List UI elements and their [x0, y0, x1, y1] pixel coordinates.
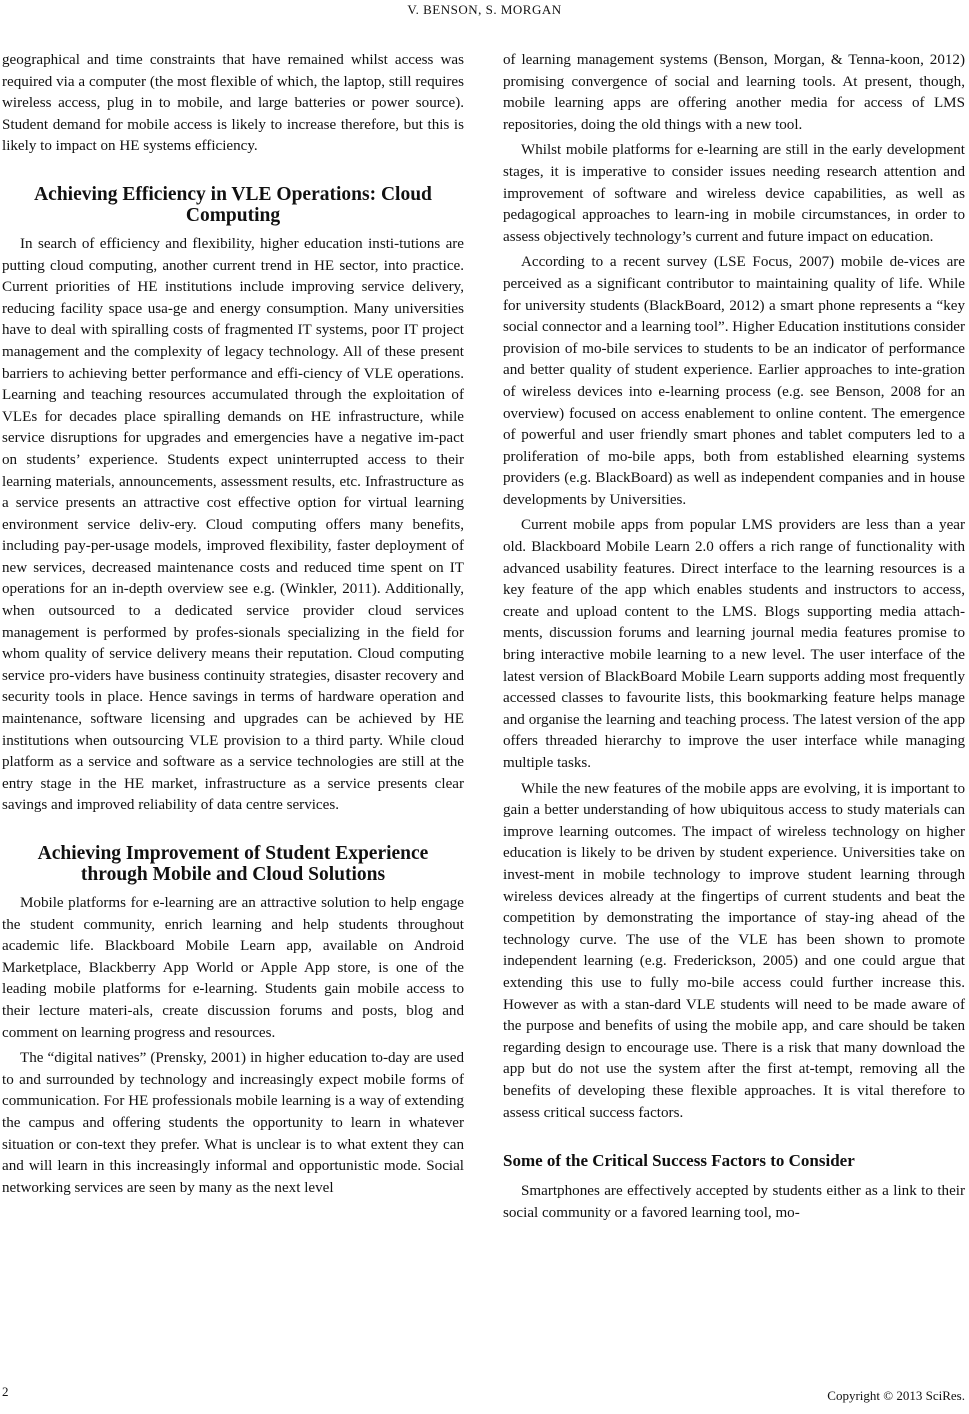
paragraph: geographical and time constraints that have remained whilst access was required via a computer (the most flexible of which, the laptop, still requires wireless access, plug in to mobile, and large batteries or power source). Student demand for mobile access is likely to increase therefore, but this is likely to impact on HE systems efficiency.	[2, 52, 464, 155]
paragraph: of learning management systems (Benson, Morgan, & Tenna-koon, 2012) promising convergence of social and learning tools. At present, though, mobile learning apps are offering another media for access of LMS repositories, doing the old things with a new tool.	[503, 52, 965, 133]
paragraph: Mobile platforms for e-learning are an attractive solution to help engage the student community, enrich learning and help students throughout academic life. Blackboard Mobile Learn app, available on Android Marketplace, Blackberry App World or Apple App store, is one of the leading mobile platforms for e-learning. Students gain mobile access to their lecture materi-als, create discussion forums and posts, blog and comment on learning progress and resources.	[2, 895, 464, 1041]
section-heading: Some of the Critical Success Factors to Consider	[503, 1151, 855, 1171]
paragraph: The “digital natives” (Prensky, 2001) in higher education to-day are used to and surrounded by technology and increasingly expect mobile forms of communication. For HE professionals mobile learning is a way of extending the campus and offering students the opportunity to learn in whatever situation or con-text they prefer. What is unclear is to what extent they can and will learn in this increasingly informal and opportunistic mode. Social networking services are seen by many as the next level	[2, 1050, 464, 1196]
running-head: V. BENSON, S. MORGAN	[407, 2, 562, 17]
page-number: 2	[2, 1384, 9, 1399]
right-column	[503, 50, 965, 1228]
left-column	[2, 50, 464, 1203]
copyright-notice: Copyright © 2013 SciRes.	[827, 1388, 965, 1403]
paragraph: In search of efficiency and flexibility, higher education insti-tutions are putting cloud computing, another current trend in HE sector, into practice. Current priorities of HE institutions include improving service delivery, reducing facility space usa-ge and energy consumption. Many universities have to deal with spiralling costs of fragmented IT systems, poor IT project management and the complexity of legacy technology. All of these present barriers to achieving better performance and effi-ciency of VLE operations. Learning and teaching resources accumulated through the exploitation of VLEs for decades place spiralling demands on HE infrastructure, while service disruptions for upgrades and emergencies have a negative im-pact on students’ experience. Students expect uninterrupted access to their learning materials, announcements, assessment results, etc. Infrastructure as a service presents an attractive cost effective option for virtual learning environment service deliv-ery. Cloud computing offers many benefits, including pay-per-usage models, improved flexibility, faster deployment of new services, decreased maintenance costs and reduced time spent on IT operations for an in-depth overview see e.g. (Winkler, 2011). Additionally, when outsourced to a dedicated service provider cloud services management is performed by profes-sionals specializing in the field for whom quality of service delivery means their reputation. Cloud computing service pro-viders have business continuity strategies, disaster recovery and security tools in place. Hence savings in terms of hardware operation and maintenance, software licensing and upgrades can be achieved by HE institutions when outsourcing VLE provision to a third party. While cloud platform as a service and software as a service technologies are still at the entry stage in the HE market, infrastructure as a service presents clear savings and improved reliability of data centre services.	[2, 235, 464, 814]
paragraph: Current mobile apps from popular LMS providers are less than a year old. Blackboard Mobile Learn 2.0 offers a rich range of functionality with advanced usability features. Direct interface to the learning resources is a key feature of the app which enables students and instructors to access, create and upload content to the LMS. Blogs supporting media attach-ments, discussion forums and learning journal media features promise to bring interactive mobile learning to a new level. The user interface of the latest version of BlackBoard Mobile Learn supports adding most frequently accessed classes to favourite lists, this bookmarking feature helps manage and organise the learning and teaching process. The latest version of the app offers threaded hierarchy to improve the user interface while managing multiple tasks.	[503, 517, 965, 771]
section-heading: Achieving Efficiency in VLE Operations: Cloud Computing	[34, 183, 432, 226]
paragraph: Smartphones are effectively accepted by students either as a link to their social community or a favored learning tool, mo-	[503, 1183, 965, 1221]
section-heading: Achieving Improvement of Student Experience through Mobile and Cloud Solutions	[37, 843, 429, 885]
paragraph: While the new features of the mobile apps are evolving, it is important to gain a better understanding of how ubiquitous access to study materials can improve learning outcomes. The impact of wireless technology on higher education is likely to be driven by student experience. Universities take on invest-ment in mobile technology to improve student learning through wireless devices already at the fingertips of current students and beat the competition by demonstrating the importance of stay-ing ahead of the technology curve. The use of the VLE has been shown to promote independent learning (e.g. Frederickson, 2005) and one could argue that extending this use to fully mo-bile access could further increase this. However as with a stan-dard VLE students will need to be made aware of the purpose and benefits of using the mobile app, and care should be taken regarding design to encourage use. There is a risk that many download the app but do not use the system after the first at-tempt, removing all the benefits of developing these flexible approaches. It is vital therefore to assess critical success factors.	[503, 780, 965, 1121]
paragraph: Whilst mobile platforms for e-learning are still in the early development stages, it is imperative to consider issues needing research attention and improvement of software and wireless device capabilities, as well as pedagogical approaches to learn-ing in mobile circumstances, in order to assess objectively technology’s current and future impact on education.	[503, 142, 965, 245]
paragraph: According to a recent survey (LSE Focus, 2007) mobile de-vices are perceived as a significant contributor to maintaining quality of life. While for university students (BlackBoard, 2012) a smart phone represents a “key social connector and a learning tool”. Higher Education institutions consider provision of mo-bile services to students to be an indicator of performance and better quality of student experience. Earlier approaches to inte-gration of wireless devices into e-learning process (e.g. see Benson, 2008 for an overview) focused on access enablement to online content. The emergence of powerful and user friendly smart phones and tablet computers led to a proliferation of mo-bile apps, both from established elearning systems providers (e.g. BlackBoard) as well as independent companies and in house developments by Universities.	[503, 254, 965, 508]
